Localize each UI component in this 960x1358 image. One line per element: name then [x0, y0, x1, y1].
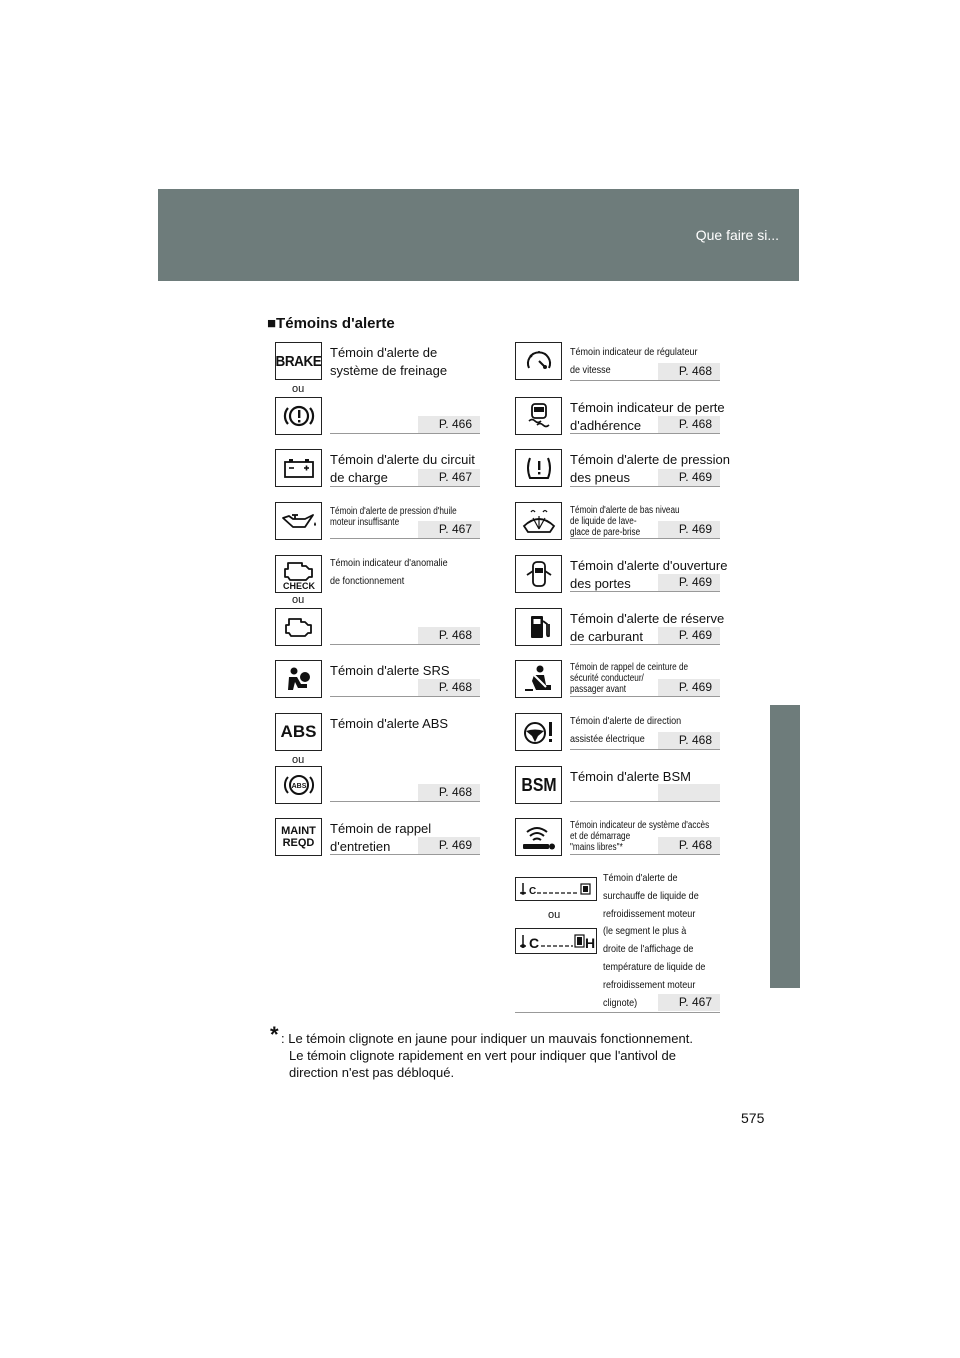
or-separator: ou	[292, 754, 305, 766]
tire-page-ref: P. 469	[658, 469, 720, 486]
srs-label: Témoin d'alerte SRS	[330, 663, 450, 678]
maintenance-icon	[275, 818, 322, 856]
door-label-line2: des portes	[570, 576, 631, 591]
coolant-h-mark: H	[585, 935, 595, 951]
door-label-line1: Témoin d'alerte d'ouverture	[570, 558, 728, 573]
bsm-icon	[515, 766, 562, 804]
section-title: ■Témoins d'alerte	[267, 315, 395, 332]
key-label-line2: et de démarrage	[570, 831, 631, 842]
check-icon-text: CHECK	[282, 581, 315, 591]
row-divider	[330, 644, 480, 645]
belt-label-line2: sécurité conducteur/	[570, 673, 644, 684]
coolant-c-mark: C	[529, 886, 537, 897]
row-divider	[570, 801, 720, 802]
seatbelt-icon	[515, 660, 562, 698]
smart-key-icon	[515, 818, 562, 856]
footnote	[270, 1022, 731, 1081]
belt-label-line3: passager avant	[570, 684, 627, 695]
slip-page-ref: P. 468	[658, 416, 720, 433]
tire-pressure-icon	[515, 449, 562, 487]
footnote-line1: : Le témoin clignote en jaune pour indiquer un mauvais fonctionnement.	[281, 1031, 693, 1046]
brake-page-ref: P. 466	[418, 416, 480, 433]
coolant-label-line: (le segment le plus à	[603, 925, 687, 938]
coolant-gauge-icon	[515, 877, 597, 901]
check-label-line2: de fonctionnement	[330, 575, 405, 587]
check-label-line1: Témoin indicateur d'anomalie	[330, 557, 448, 569]
row-divider	[570, 696, 720, 697]
abs-text-icon	[275, 713, 322, 751]
brake-icon	[275, 342, 322, 380]
power-steering-icon	[515, 713, 562, 751]
footnote-marker: *	[270, 1022, 279, 1047]
footnote-line2: Le témoin clignote rapidement en vert pour indiquer que l'antivol de	[289, 1048, 676, 1063]
oil-label-line1: Témoin d'alerte de pression d'huile	[330, 506, 457, 517]
engine-icon	[275, 608, 322, 646]
oil-label-line2: moteur insuffisante	[330, 517, 400, 528]
washer-label-line2: de liquide de lave-	[570, 516, 637, 527]
row-divider	[570, 591, 720, 592]
row-divider	[570, 749, 720, 750]
door-page-ref: P. 469	[658, 574, 720, 591]
fuel-label-line1: Témoin d'alerte de réserve	[570, 611, 725, 626]
footnote-line3: direction n'est pas débloqué.	[289, 1065, 455, 1080]
row-divider	[330, 433, 480, 434]
fuel-page-ref: P. 469	[658, 627, 720, 644]
washer-fluid-icon	[515, 502, 562, 540]
coolant-gauge-hot-icon	[515, 928, 597, 954]
bsm-icon-text: BSM	[520, 774, 557, 795]
battery-icon	[275, 449, 322, 487]
washer-page-ref: P. 469	[658, 521, 720, 538]
coolant-page-ref: P. 467	[658, 994, 720, 1011]
door-open-icon	[515, 555, 562, 593]
belt-label-line1: Témoin de rappel de ceinture de	[570, 662, 689, 673]
coolant-label-line: refroidissement moteur	[603, 907, 696, 920]
row-divider	[570, 644, 720, 645]
abs-page-ref: P. 468	[418, 784, 480, 801]
cruise-label-line1: Témoin indicateur de régulateur	[570, 346, 698, 358]
row-divider	[570, 486, 720, 487]
bsm-label: Témoin d'alerte BSM	[570, 769, 691, 784]
charge-label-line2: de charge	[330, 470, 388, 485]
or-separator: ou	[292, 594, 305, 606]
coolant-label-line: clignote)	[603, 996, 638, 1009]
row-divider	[330, 538, 480, 539]
tire-label-line2: des pneus	[570, 470, 630, 485]
chapter-side-tab	[770, 705, 800, 988]
key-page-ref: P. 468	[658, 837, 720, 854]
oil-page-ref: P. 467	[418, 521, 480, 538]
row-divider	[330, 854, 480, 855]
coolant-label-line: surchauffe de liquide de	[603, 889, 699, 902]
or-separator: ou	[548, 909, 561, 921]
brake-label-line2: système de freinage	[330, 363, 448, 378]
row-divider	[570, 854, 720, 855]
row-divider	[515, 1012, 720, 1013]
belt-page-ref: P. 469	[658, 679, 720, 696]
coolant-label	[603, 870, 705, 1012]
maint-label-line2: d'entretien	[330, 839, 391, 854]
row-divider	[570, 538, 720, 539]
chapter-header	[158, 189, 799, 281]
airbag-icon	[275, 660, 322, 698]
srs-page-ref: P. 468	[418, 679, 480, 696]
cruise-control-icon	[515, 342, 562, 380]
coolant-label-line: température de liquide de	[603, 960, 706, 973]
eps-page-ref: P. 468	[658, 732, 720, 749]
charge-page-ref: P. 467	[418, 469, 480, 486]
washer-label-line3: glace de pare-brise	[570, 527, 641, 538]
washer-label-line1: Témoin d'alerte de bas niveau	[570, 505, 680, 516]
coolant-c-mark: C	[529, 935, 540, 951]
abs-circle-icon	[275, 766, 322, 804]
or-separator: ou	[292, 383, 305, 395]
check-engine-icon	[275, 555, 322, 593]
key-label-line1: Témoin indicateur de système d'accès	[570, 820, 710, 831]
eps-label-line2: assistée électrique	[570, 733, 645, 745]
bsm-page-ref	[658, 784, 720, 801]
coolant-label-line: droite de l'affichage de	[603, 943, 694, 956]
abs-icon-text: ABS	[280, 722, 317, 741]
row-divider	[570, 380, 720, 381]
slip-label-line1: Témoin indicateur de perte	[570, 400, 725, 415]
fuel-icon	[515, 608, 562, 646]
maint-icon-line1: MAINT	[281, 825, 316, 837]
key-label-line3: "mains libres"*	[570, 842, 623, 853]
maint-icon-line2: REQD	[282, 837, 315, 849]
brake-label-line1: Témoin d'alerte de	[330, 345, 438, 360]
check-page-ref: P. 468	[418, 627, 480, 644]
maint-page-ref: P. 469	[418, 837, 480, 854]
row-divider	[330, 486, 480, 487]
slip-label-line2: d'adhérence	[570, 418, 642, 433]
brake-circle-icon	[275, 397, 322, 435]
row-divider	[330, 696, 480, 697]
charge-label-line1: Témoin d'alerte du circuit	[330, 452, 475, 467]
chapter-title: Que faire si...	[695, 227, 779, 243]
row-divider	[330, 801, 480, 802]
eps-label-line1: Témoin d'alerte de direction	[570, 715, 682, 727]
oil-can-icon	[275, 502, 322, 540]
abs-label: Témoin d'alerte ABS	[330, 716, 449, 731]
brake-icon-text: BRAKE	[275, 352, 322, 370]
tire-label-line1: Témoin d'alerte de pression	[570, 452, 731, 467]
page-number: 575	[741, 1110, 765, 1126]
slip-indicator-icon	[515, 397, 562, 435]
abs-circle-text: ABS	[291, 783, 306, 790]
maint-label-line1: Témoin de rappel	[330, 821, 432, 836]
coolant-label-line: refroidissement moteur	[603, 978, 696, 991]
cruise-label-line2: de vitesse	[570, 364, 611, 376]
cruise-page-ref: P. 468	[658, 363, 720, 380]
fuel-label-line2: de carburant	[570, 629, 643, 644]
row-divider	[570, 433, 720, 434]
coolant-label-line: Témoin d'alerte de	[603, 872, 678, 884]
